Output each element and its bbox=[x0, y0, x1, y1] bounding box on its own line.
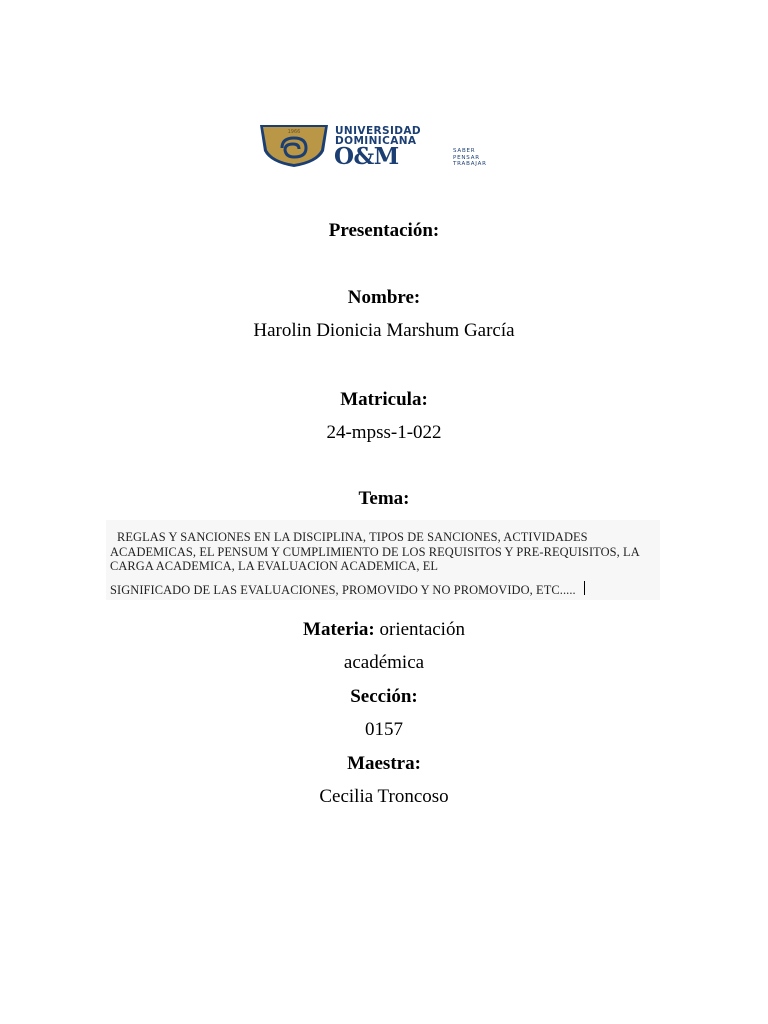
tema-text-last: SIGNIFICADO DE LAS EVALUACIONES, PROMOVIDO Y NO PROMOVIDO, ETC..... bbox=[110, 582, 576, 597]
logo-motto-trabajar: TRABAJAR bbox=[453, 161, 487, 167]
tema-text-last-line bbox=[110, 581, 658, 598]
tema-text bbox=[110, 530, 658, 597]
nombre-value: Harolin Dionicia Marshum García bbox=[253, 320, 515, 341]
tema-text-main: REGLAS Y SANCIONES EN LA DISCIPLINA, TIPOS DE SANCIONES, ACTIVIDADES ACADEMICAS, EL PENSUM Y CUMPLIMIENTO DE LOS REQUISITOS Y PRE-REQUISITOS, LA CARGA ACADEMICA, LA EVALUACION ACADEMICA, EL bbox=[110, 530, 640, 573]
seccion-value: 0157 bbox=[365, 719, 403, 740]
logo-motto bbox=[453, 148, 487, 168]
matricula-label: Matricula: bbox=[340, 389, 428, 410]
logo-line-dominicana: DOMINICANA bbox=[335, 135, 417, 147]
matricula-value: 24-mpss-1-022 bbox=[326, 422, 442, 443]
materia-label: Materia: bbox=[303, 619, 375, 640]
university-logo bbox=[258, 121, 498, 171]
text-cursor bbox=[584, 581, 585, 595]
logo-motto-saber: SABER bbox=[453, 148, 476, 154]
maestra-value: Cecilia Troncoso bbox=[319, 786, 449, 807]
tema-label: Tema: bbox=[358, 488, 410, 509]
seccion-label: Sección: bbox=[350, 686, 418, 707]
shield-year: 1966 bbox=[287, 129, 301, 135]
maestra-label: Maestra: bbox=[347, 753, 421, 774]
shield-emblem-icon bbox=[258, 121, 330, 169]
materia-value: orientación bbox=[379, 619, 465, 640]
logo-line-universidad: UNIVERSIDAD bbox=[335, 125, 422, 137]
tema-box bbox=[106, 520, 660, 600]
logo-brand-om: O&M bbox=[334, 143, 399, 170]
materia-line bbox=[0, 620, 768, 639]
presentacion-heading: Presentación: bbox=[328, 220, 440, 241]
nombre-label: Nombre: bbox=[347, 287, 421, 308]
logo-motto-pensar: PENSAR bbox=[453, 154, 480, 161]
materia-value-cont: académica bbox=[343, 652, 425, 673]
